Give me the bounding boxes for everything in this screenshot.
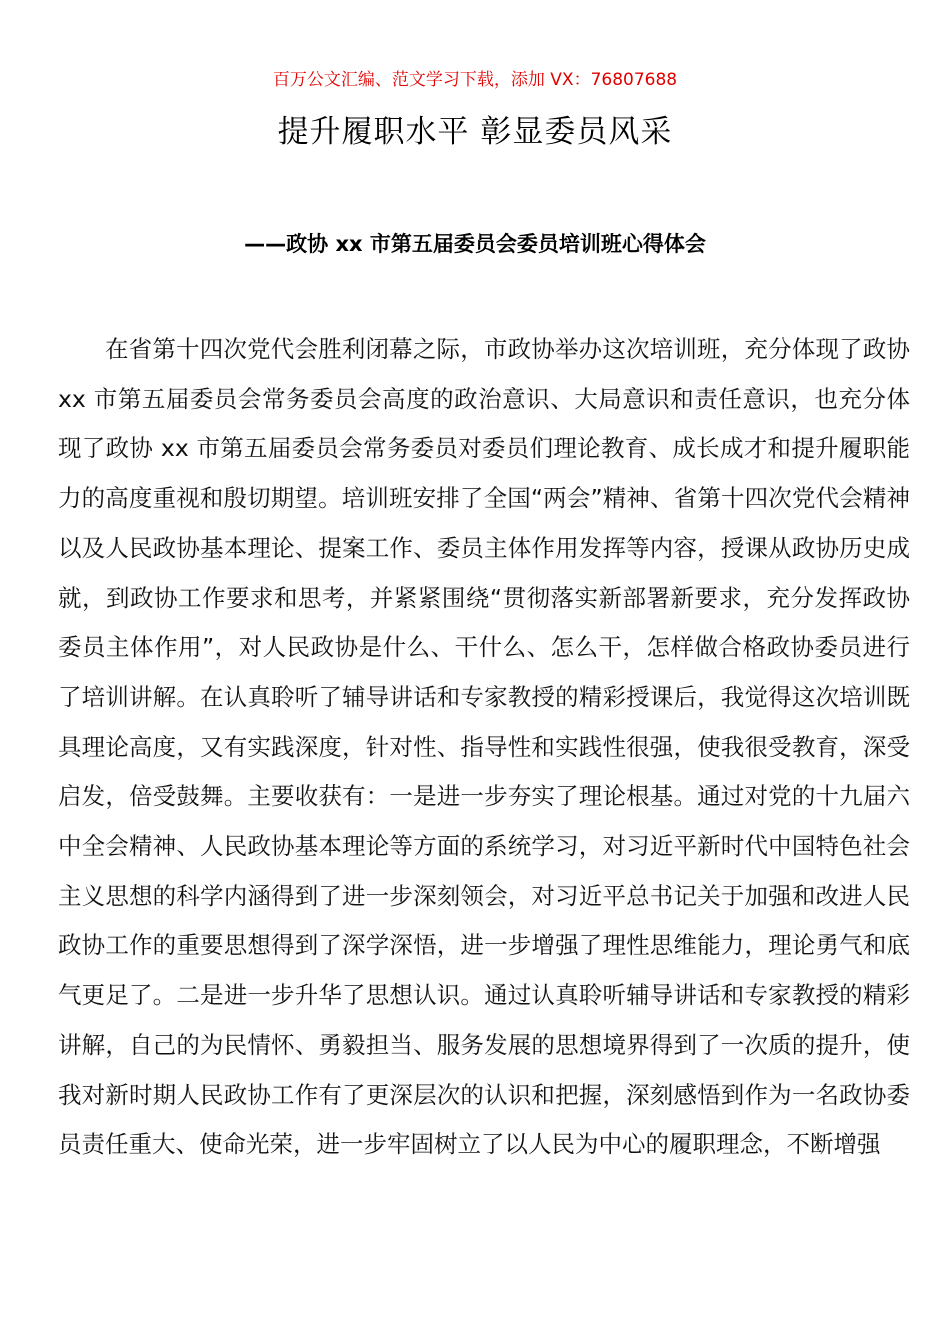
body-paragraph: 在省第十四次党代会胜利闭幕之际，市政协举办这次培训班，充分体现了政协 xx 市第五届委员会常务委员会高度的政治意识、大局意识和责任意识，也充分体现了政协 xx 市第五届委员会常务委员对委员们理论教育、成长成才和提升履职能力的高度重视和殷切期望。培训班安排了全国“两会”精神、省第十四次党代会精神以及人民政协基本理论、提案工作、委员主体作用发挥等内容，授课从政协历史成就，到政协工作要求和思考，并紧紧围绕“贯彻落实新部署新要求，充分发挥政协委员主体作用”，对人民政协是什么、干什么、怎么干，怎样做合格政协委员进行了培训讲解。在认真聆听了辅导讲话和专家教授的精彩授课后，我觉得这次培训既具理论高度，又有实践深度，针对性、指导性和实践性很强，使我很受教育，深受启发，倍受鼓舞。主要收获有：一是进一步夯实了理论根基。通过对党的十九届六中全会精神、人民政协基本理论等方面的系统学习，对习近平新时代中国特色社会主义思想的科学内涵得到了进一步深刻领会，对习近平总书记关于加强和改进人民政协工作的重要思想得到了深学深悟，进一步增强了理性思维能力，理论勇气和底气更足了。二是进一步升华了思想认识。通过认真聆听辅导讲话和专家教授的精彩讲解，自己的为民情怀、勇毅担当、服务发展的思想境界得到了一次质的提升，使我对新时期人民政协工作有了更深层次的认识和把握，深刻感悟到作为一名政协委员责任重大、使命光荣，进一步牢固树立了以人民为中心的履职理念，不断增强 xyxy=(58,335,910,1159)
document-title: 提升履职水平 彰显委员风采 xyxy=(277,114,673,150)
document-subtitle: ——政协 xx 市第五届委员会委员培训班心得体会 xyxy=(244,232,706,256)
watermark-text: 百万公文汇编、范文学习下载，添加 VX：76807688 xyxy=(272,70,678,90)
